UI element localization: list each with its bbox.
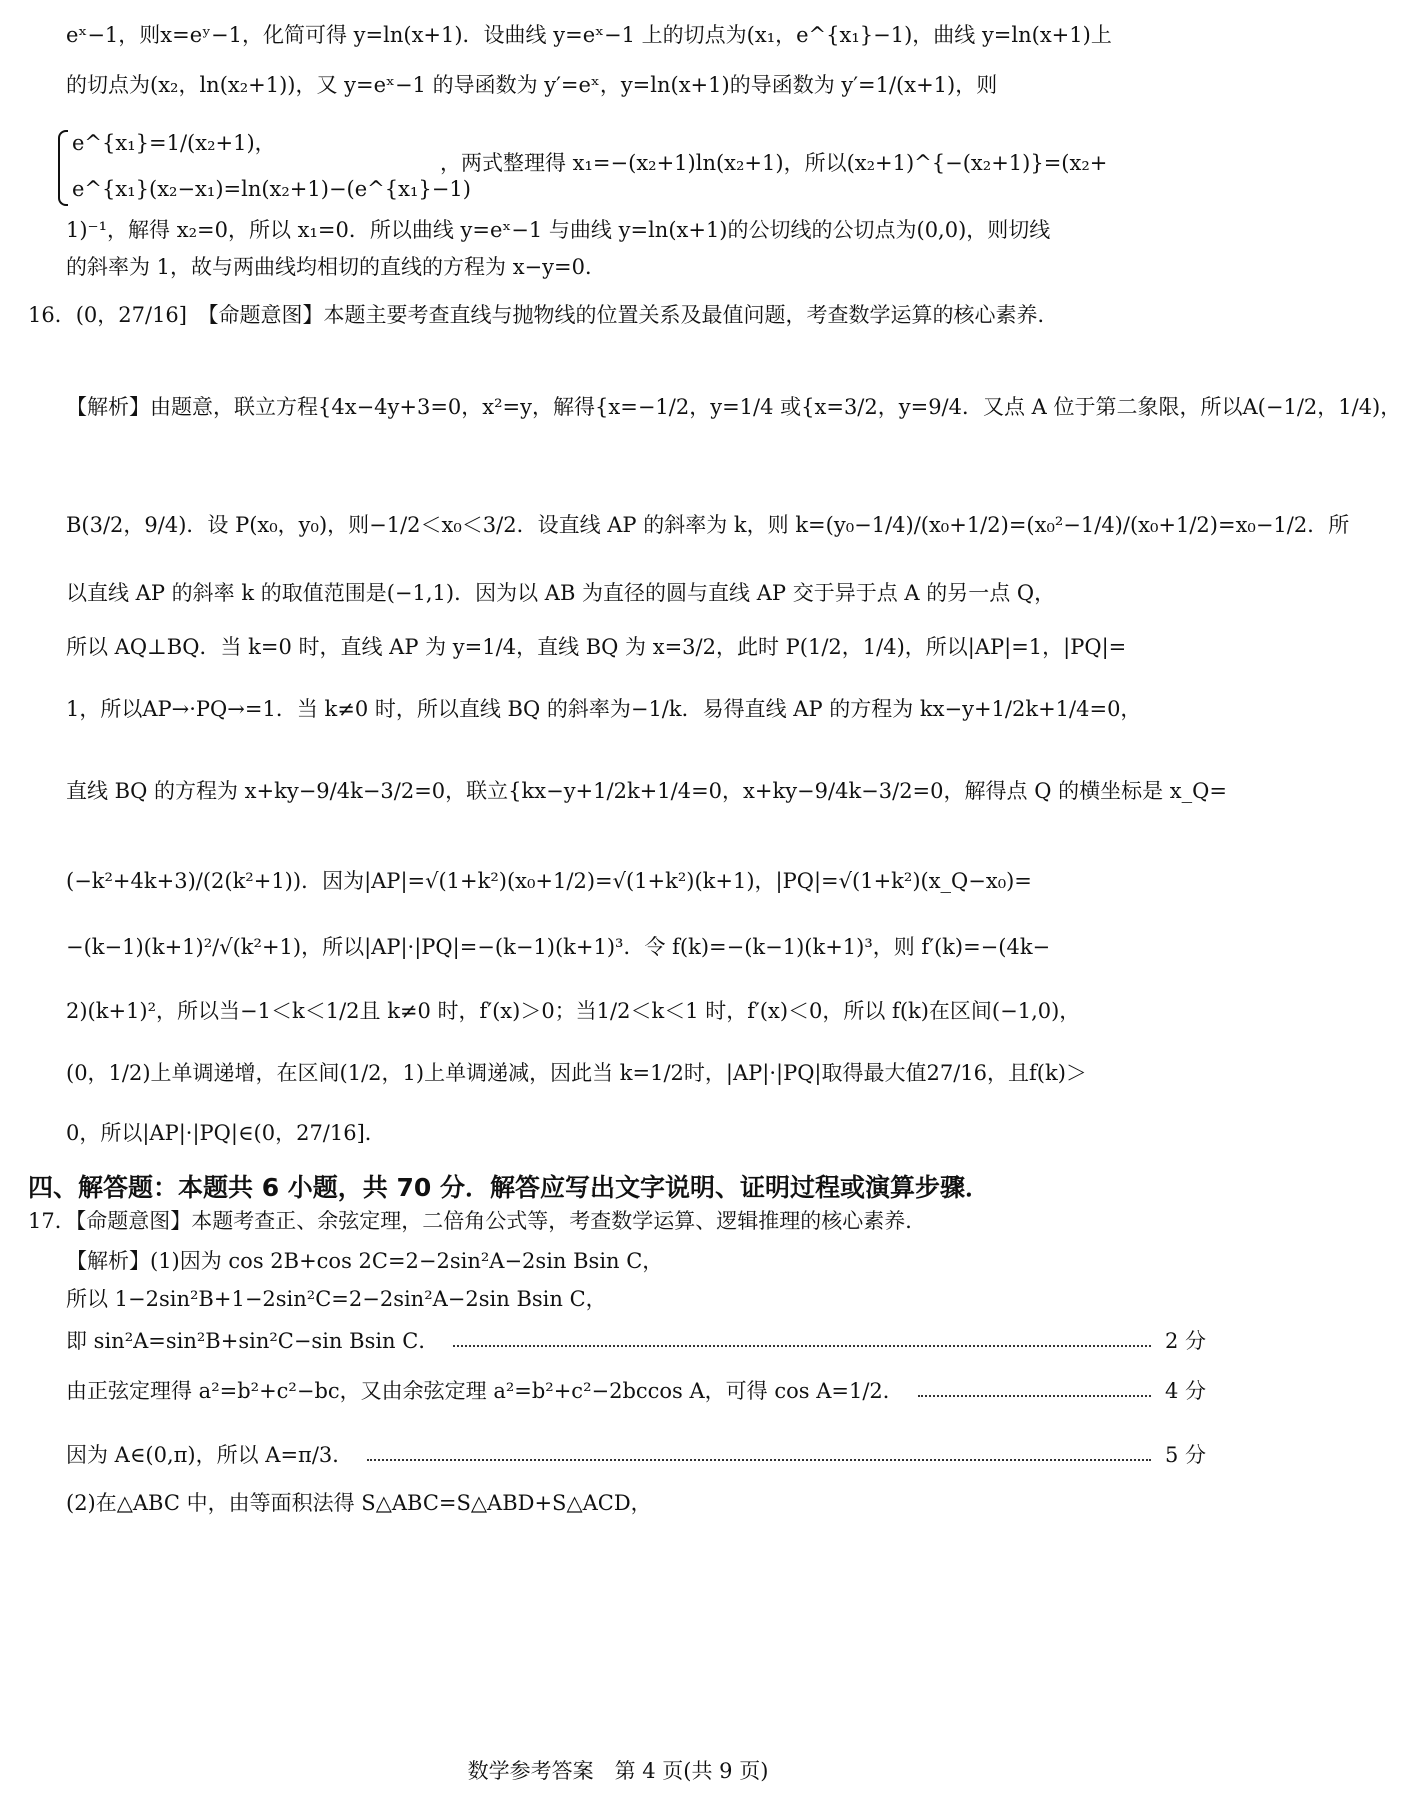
text-line: 以直线 AP 的斜率 k 的取值范围是(−1,1)．因为以 AB 为直径的圆与直线 AP 交于异于点 A 的另一点 Q，: [66, 581, 1056, 605]
text-line: ，两式整理得 x₁=−(x₂+1)ln(x₂+1)，所以(x₂+1)^{−(x₂+1)}=(x₂+: [440, 151, 1108, 175]
question-17-heading: 17．【命题意图】本题考查正、余弦定理，二倍角公式等，考查数学运算、逻辑推理的核心素养．: [28, 1209, 927, 1233]
text-line: 0，所以|AP|·|PQ|∈(0，27/16]．: [66, 1121, 386, 1145]
scored-line: [66, 1376, 1206, 1406]
score-label: 5 分: [1164, 1443, 1206, 1467]
text-line: −(k−1)(k+1)²/√(k²+1)，所以|AP|·|PQ|=−(k−1)(k+1)³．令 f(k)=−(k−1)(k+1)³，则 f′(k)=−(4k−: [66, 935, 1051, 959]
dot-leader: [918, 1376, 1151, 1397]
question-16-heading: 16．(0，27/16] 【命题意图】本题主要考查直线与抛物线的位置关系及最值问题，考查数学运算的核心素养．: [28, 303, 1059, 327]
dot-leader: [367, 1440, 1151, 1461]
text-line: 所以 1−2sin²B+1−2sin²C=2−2sin²A−2sin Bsin C，: [66, 1287, 607, 1311]
dot-leader: [453, 1326, 1151, 1347]
text-line: 由正弦定理得 a²=b²+c²−bc，又由余弦定理 a²=b²+c²−2bccos A，可得 cos A=1/2．: [66, 1379, 904, 1403]
score-label: 2 分: [1164, 1329, 1206, 1353]
equation-line: e^{x₁}=1/(x₂+1)，: [72, 131, 276, 155]
text-line: 所以 AQ⊥BQ．当 k=0 时，直线 AP 为 y=1/4，直线 BQ 为 x=3/2，此时 P(1/2，1/4)，所以|AP|=1，|PQ|=: [66, 635, 1127, 659]
left-brace: [58, 130, 68, 206]
text-line: 【解析】由题意，联立方程{4x−4y+3=0，x²=y，解得{x=−1/2，y=1/4 或{x=3/2，y=9/4．又点 A 位于第二象限，所以A(−1/2，1/4)，: [66, 395, 1401, 419]
text-line: (0，1/2)上单调递增，在区间(1/2，1)上单调递减，因此当 k=1/2时，|AP|·|PQ|取得最大值27/16，且f(k)＞: [66, 1061, 1087, 1085]
text-line: 1，所以AP→·PQ→=1．当 k≠0 时，所以直线 BQ 的斜率为−1/k．易得直线 AP 的方程为 kx−y+1/2k+1/4=0，: [66, 697, 1142, 721]
scored-line: [66, 1440, 1206, 1470]
text-line: (2)在△ABC 中，由等面积法得 S△ABC=S△ABD+S△ACD，: [66, 1491, 652, 1515]
text-line: 直线 BQ 的方程为 x+ky−9/4k−3/2=0，联立{kx−y+1/2k+1/4=0，x+ky−9/4k−3/2=0，解得点 Q 的横坐标是 x_Q=: [66, 779, 1227, 803]
text-line: 的斜率为 1，故与两曲线均相切的直线的方程为 x−y=0．: [66, 255, 606, 279]
page-footer: 数学参考答案 第 4 页(共 9 页): [467, 1759, 769, 1783]
text-line: B(3/2，9/4)．设 P(x₀，y₀)，则−1/2＜x₀＜3/2．设直线 AP 的斜率为 k，则 k=(y₀−1/4)/(x₀+1/2)=(x₀²−1/4)/(x₀+1/2)=x₀−1/2．所: [66, 513, 1350, 537]
text-line: (−k²+4k+3)/(2(k²+1))．因为|AP|=√(1+k²)(x₀+1/2)=√(1+k²)(k+1)，|PQ|=√(1+k²)(x_Q−x₀)=: [66, 869, 1032, 893]
section-4-heading: 四、解答题：本题共 6 小题，共 70 分．解答应写出文字说明、证明过程或演算步骤．: [28, 1173, 991, 1202]
score-label: 4 分: [1164, 1379, 1206, 1403]
scored-line: [66, 1326, 1206, 1356]
text-line: 即 sin²A=sin²B+sin²C−sin Bsin C．: [66, 1329, 440, 1353]
text-line: 【解析】(1)因为 cos 2B+cos 2C=2−2sin²A−2sin Bsin C，: [66, 1249, 664, 1273]
text-line: 因为 A∈(0,π)，所以 A=π/3．: [66, 1443, 354, 1467]
text-line: 1)⁻¹，解得 x₂=0，所以 x₁=0．所以曲线 y=eˣ−1 与曲线 y=ln(x+1)的公切线的公切点为(0,0)，则切线: [66, 218, 1051, 242]
equation-line: e^{x₁}(x₂−x₁)=ln(x₂+1)−(e^{x₁}−1): [72, 177, 471, 201]
text-line: 2)(k+1)²，所以当−1＜k＜1/2且 k≠0 时，f′(x)＞0；当1/2＜k＜1 时，f′(x)＜0，所以 f(k)在区间(−1,0)，: [66, 999, 1081, 1023]
text-line: eˣ−1，则x=eʸ−1，化简可得 y=ln(x+1)．设曲线 y=eˣ−1 上的切点为(x₁，e^{x₁}−1)，曲线 y=ln(x+1)上: [66, 23, 1112, 47]
text-line: 的切点为(x₂，ln(x₂+1))，又 y=eˣ−1 的导函数为 y′=eˣ，y=ln(x+1)的导函数为 y′=1/(x+1)，则: [66, 73, 998, 97]
